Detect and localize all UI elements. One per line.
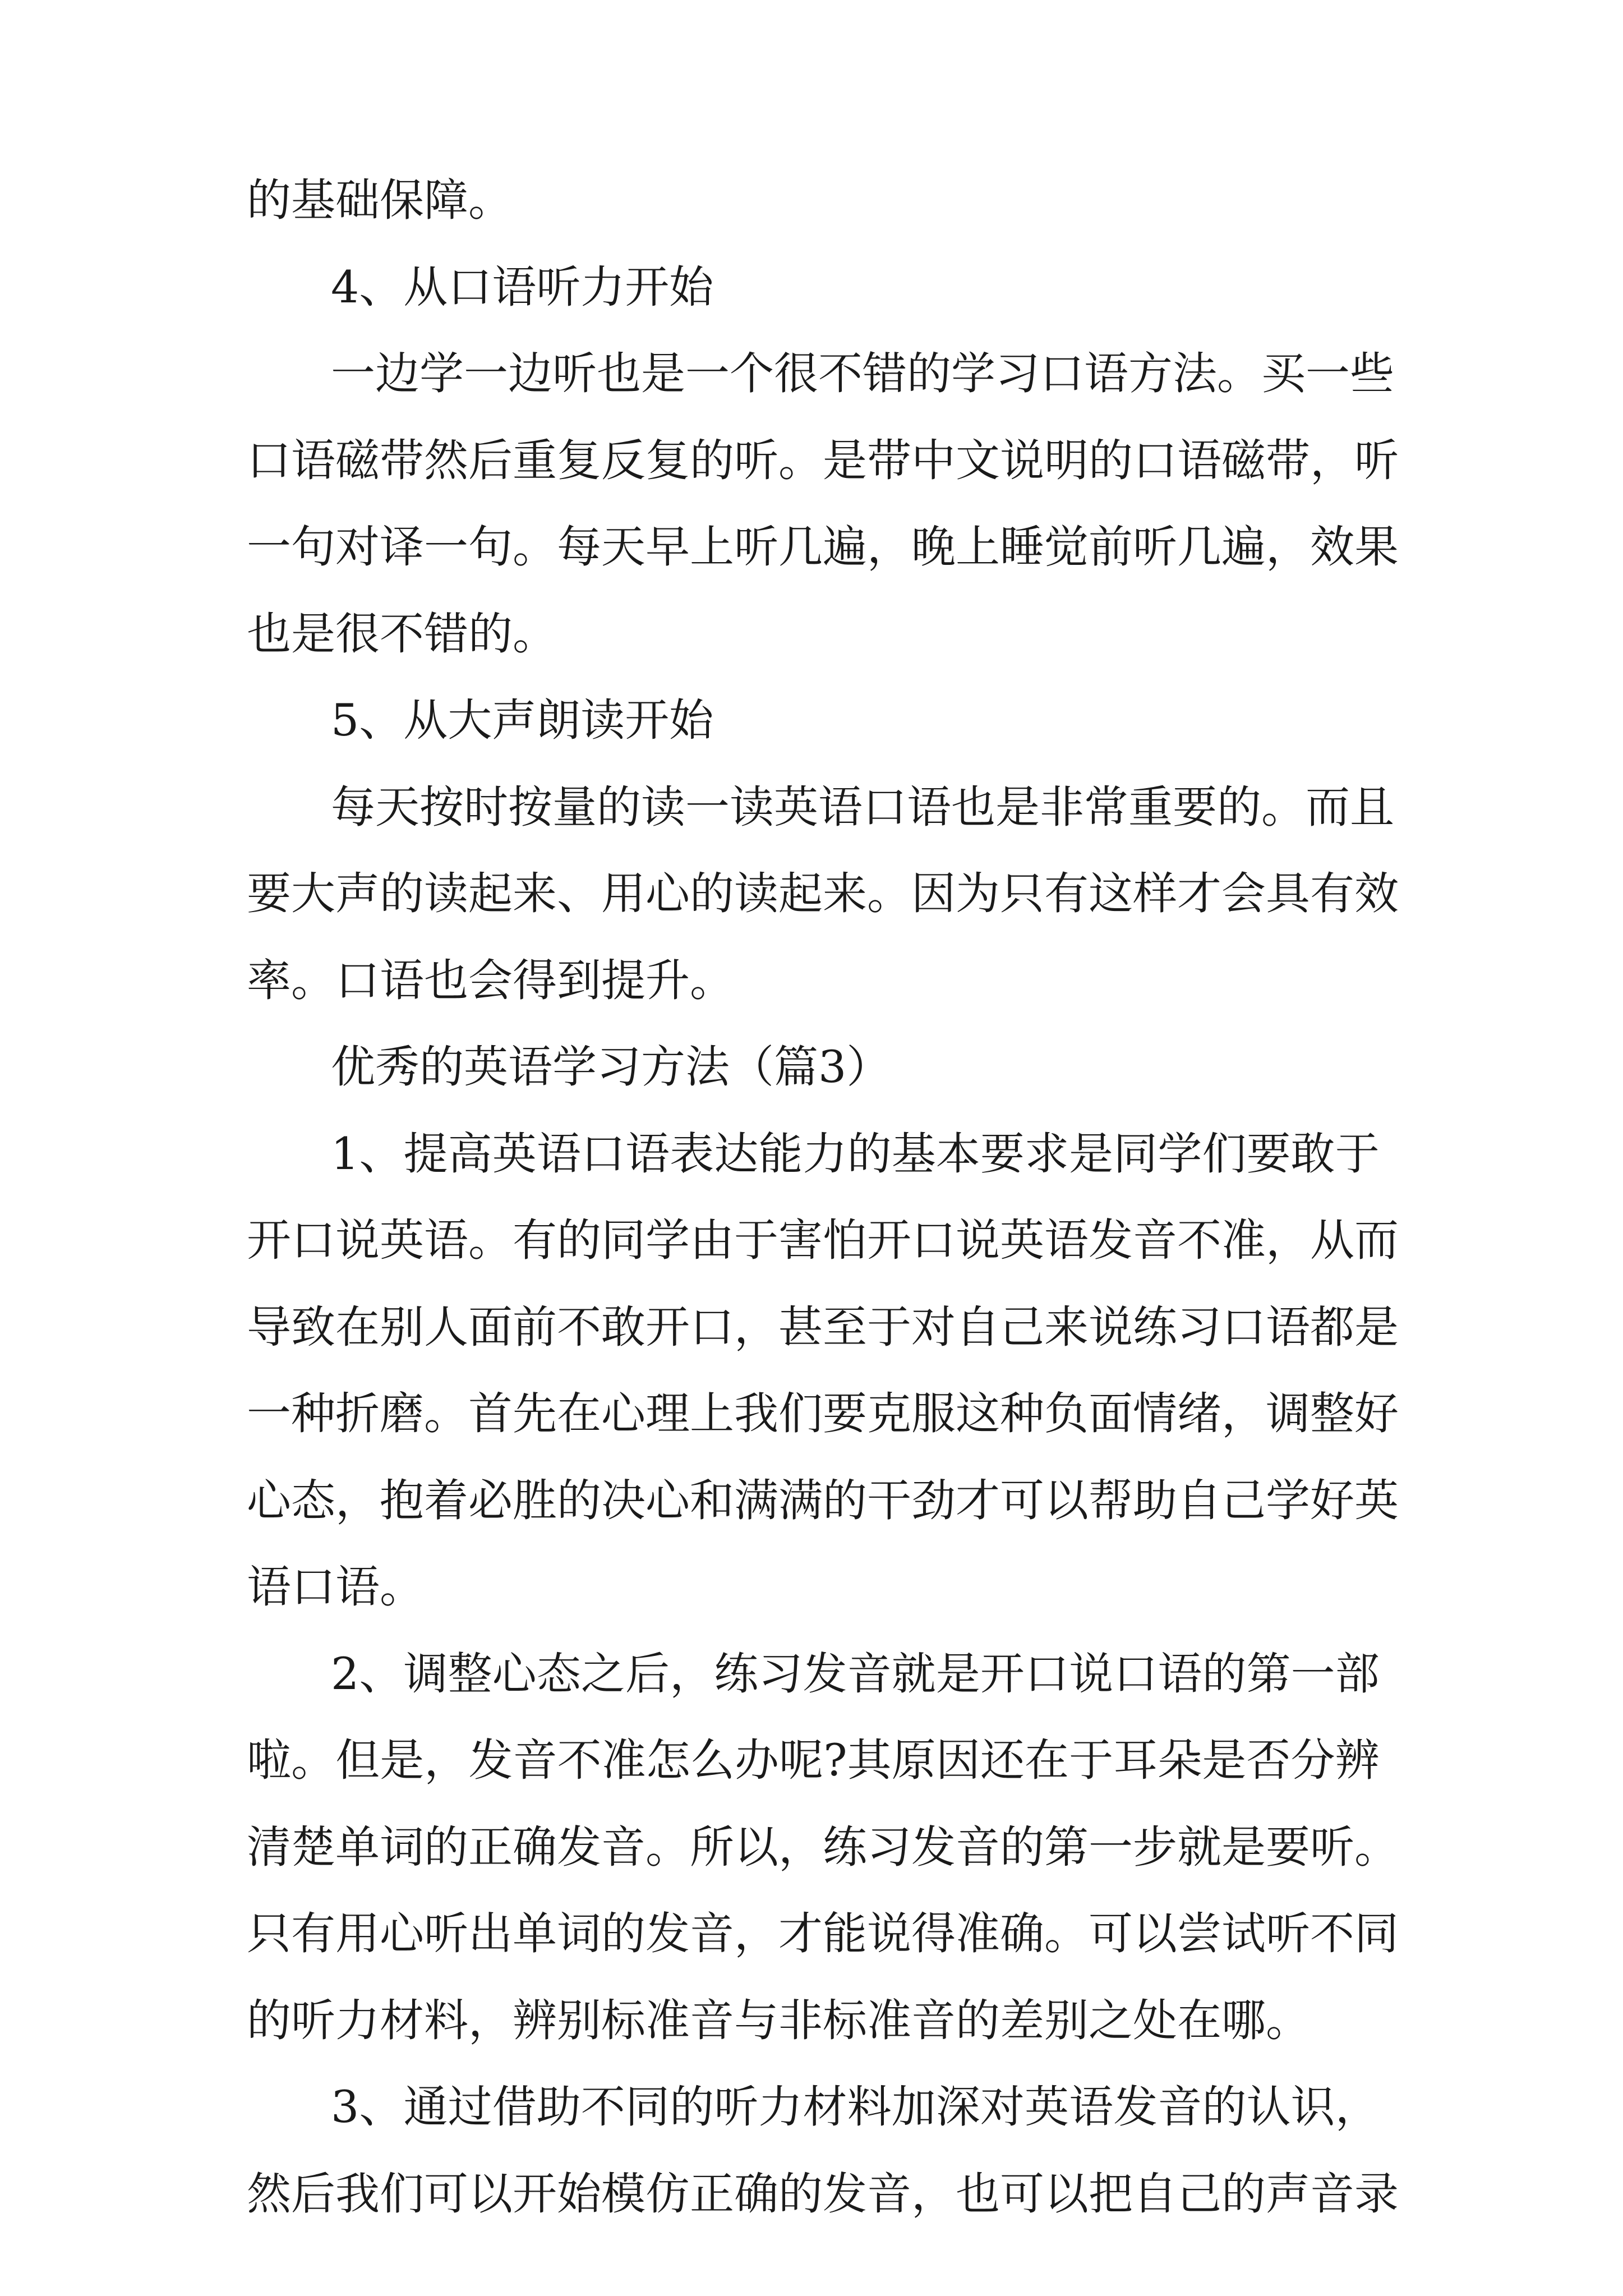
text-line: 的基础保障。 (247, 174, 513, 226)
text-line: 心 态 ， 抱 着 必 胜 的 决 心 和 满 满 的 干 劲 才 可 以 帮 助 自 己 学 好 英 (247, 1474, 1399, 1526)
text-line: 1 、 提 高 英 语 口 语 表 达 能 力 的 基 本 要 求 是 同 学 们 要 敢 于 (331, 1128, 1380, 1180)
text-line: 的听力材料，辨别标准音与非标准音的差别之处在哪。 (247, 1994, 1310, 2046)
text-line: 一 句 对 译 一 句 。 每 天 早 上 听 几 遍 ， 晚 上 睡 觉 前 听 几 遍 ， 效 果 (247, 521, 1399, 573)
text-line: 2 、 调 整 心 态 之 后 ， 练 习 发 音 就 是 开 口 说 口 语 的 第 一 部 (331, 1648, 1380, 1700)
text-line: 啦 。 但 是 ， 发 音 不 准 怎 么 办 呢 ? 其 原 因 还 在 于 耳 朵 是 否 分 辨 (247, 1734, 1380, 1786)
text-line: 口 语 磁 带 然 后 重 复 反 复 的 听 。 是 带 中 文 说 明 的 口 语 磁 带 ， 听 (247, 434, 1399, 486)
text-line: 语口语。 (247, 1561, 424, 1613)
text-line: 每 天 按 时 按 量 的 读 一 读 英 语 口 语 也 是 非 常 重 要 的 。 而 且 (331, 781, 1394, 833)
text-line: 开 口 说 英 语 。 有 的 同 学 由 于 害 怕 开 口 说 英 语 发 音 不 准 ， 从 而 (247, 1214, 1399, 1266)
text-line: 只 有 用 心 听 出 单 词 的 发 音 ， 才 能 说 得 准 确 。 可 以 尝 试 听 不 同 (247, 1908, 1399, 1959)
text-line: 5、从大声朗读开始 (331, 694, 714, 746)
text-line: 3 、 通 过 借 助 不 同 的 听 力 材 料 加 深 对 英 语 发 音 的 认 识 ， (331, 2081, 1380, 2133)
text-line: 导 致 在 别 人 面 前 不 敢 开 口 ， 甚 至 于 对 自 己 来 说 练 习 口 语 都 是 (247, 1301, 1399, 1353)
text-line: 要 大 声 的 读 起 来 、 用 心 的 读 起 来 。 因 为 只 有 这 样 才 会 具 有 效 (247, 868, 1399, 919)
text-line: 一 种 折 磨 。 首 先 在 心 理 上 我 们 要 克 服 这 种 负 面 情 绪 ， 调 整 好 (247, 1388, 1399, 1439)
text-line: 一 边 学 一 边 听 也 是 一 个 很 不 错 的 学 习 口 语 方 法 。 买 一 些 (331, 348, 1394, 399)
text-line: 也是很不错的。 (247, 608, 557, 660)
text-line: 清 楚 单 词 的 正 确 发 音 。 所 以 ， 练 习 发 音 的 第 一 步 就 是 要 听 。 (247, 1821, 1399, 1873)
text-line: 4、从口语听力开始 (331, 261, 714, 313)
text-line: 然 后 我 们 可 以 开 始 模 仿 正 确 的 发 音 ， 也 可 以 把 自 己 的 声 音 录 (247, 2168, 1399, 2220)
text-line: 率。口语也会得到提升。 (247, 954, 734, 1006)
section-heading: 优秀的英语学习方法（篇3） (331, 1041, 891, 1093)
